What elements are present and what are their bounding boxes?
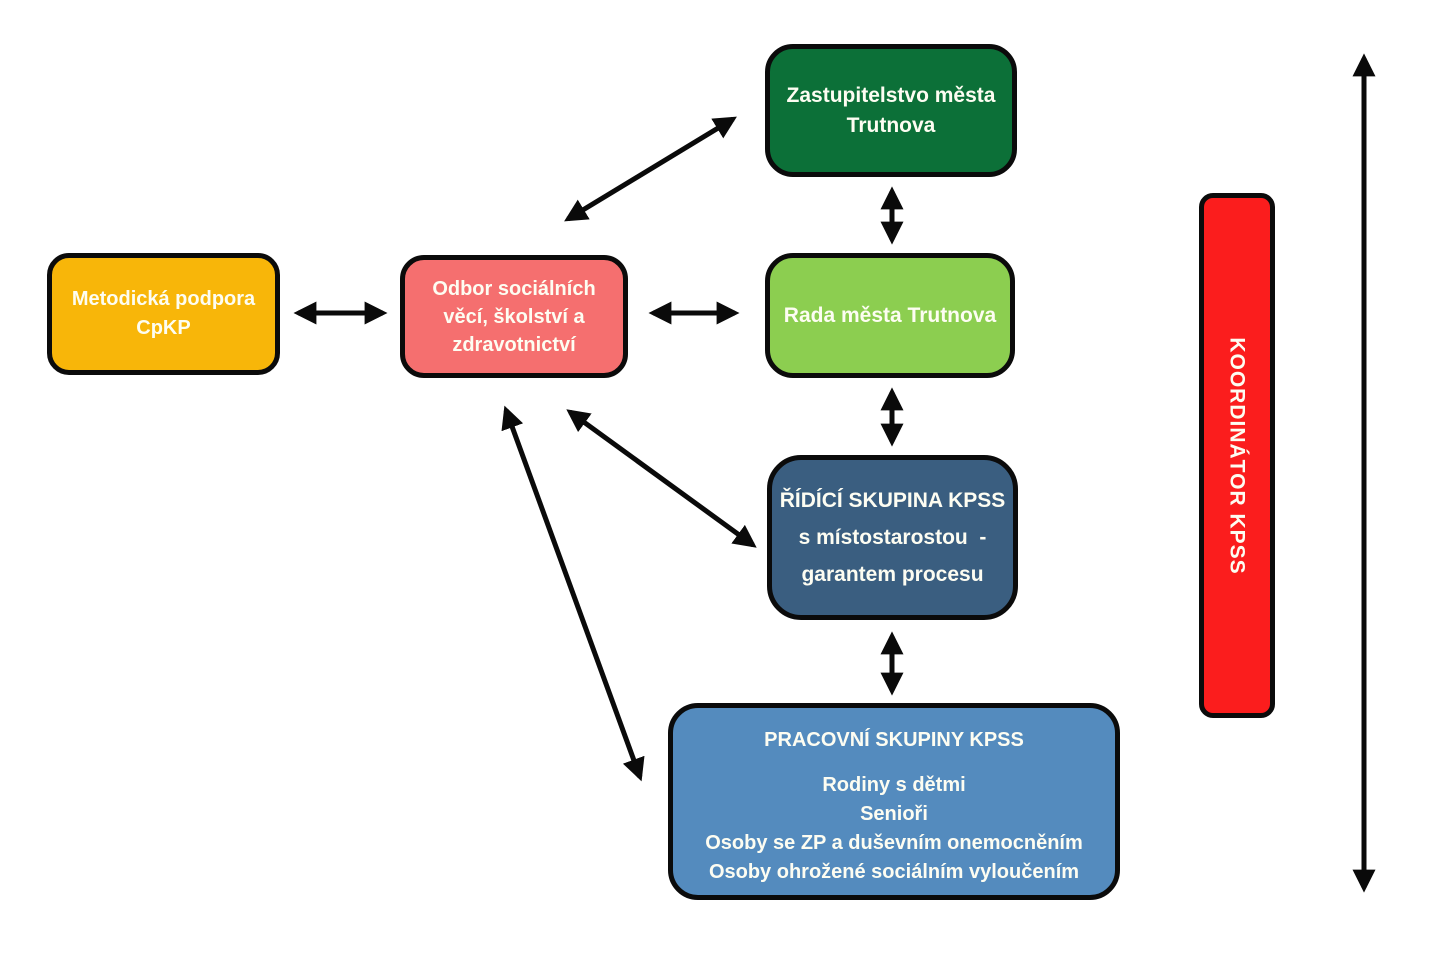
box-metodicka-podpora-cpkp (47, 253, 280, 375)
arrow-odbor-zastupitelstvo (568, 119, 733, 219)
box-ridici-line3: garantem procesu (801, 563, 984, 586)
box-pracovni-group4: Osoby ohrožené sociálním vyloučením (708, 861, 1080, 883)
box-ridici-line2: s místostarostou - (798, 526, 987, 549)
box-koordinator-kpss (1199, 193, 1275, 718)
arrow-odbor-pracovni (506, 410, 640, 777)
box-zastupitelstvo-line1: Zastupitelstvo města (786, 83, 996, 107)
box-odbor-line2: věcí, školství a (443, 305, 585, 328)
box-odbor-line1: Odbor sociálních (432, 277, 596, 300)
box-pracovni-group2: Senioři (860, 803, 928, 825)
box-odbor-line3: zdravotnictví (452, 333, 576, 356)
arrow-odbor-ridici (570, 412, 753, 545)
box-ridici-skupina-kpss (767, 455, 1018, 620)
box-rada-line1: Rada města Trutnova (783, 303, 997, 327)
box-metodicka-line1: Metodická podpora (71, 288, 256, 310)
box-odbor-socialnich-veci (400, 255, 628, 378)
box-pracovni-group3: Osoby se ZP a duševním onemocněním (705, 832, 1083, 854)
box-zastupitelstvo-mesta-trutnova (765, 44, 1017, 177)
box-pracovni-group1: Rodiny s dětmi (822, 774, 966, 796)
box-ridici-line1: ŘÍDÍCÍ SKUPINA KPSS (779, 489, 1006, 512)
box-zastupitelstvo-line2: Trutnova (846, 113, 936, 137)
box-metodicka-line2: CpKP (136, 317, 191, 339)
box-pracovni-title: PRACOVNÍ SKUPINY KPSS (764, 729, 1024, 751)
box-rada-mesta-trutnova (765, 253, 1015, 378)
box-pracovni-skupiny-kpss (668, 703, 1120, 900)
box-koordinator-label: KOORDINÁTOR KPSS (1226, 336, 1249, 575)
